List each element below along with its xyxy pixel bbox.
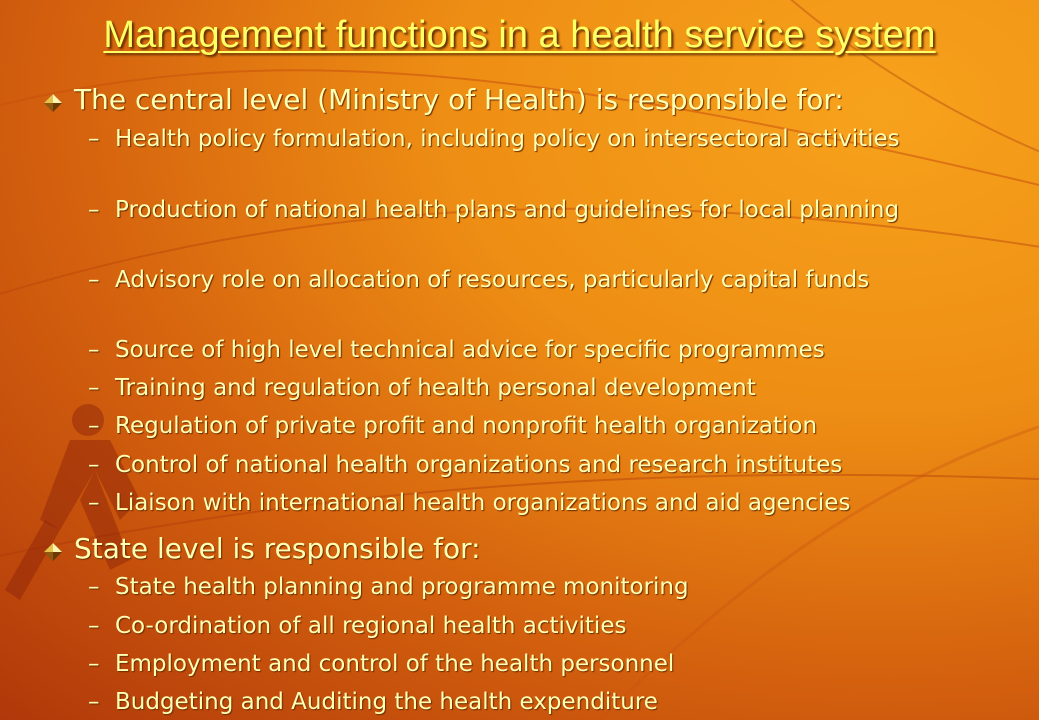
list-dash: – — [88, 267, 100, 293]
list-item-text: Advisory role on allocation of resources, particularly capital funds — [115, 267, 870, 293]
list-item — [88, 488, 965, 519]
list-item — [88, 611, 965, 642]
list-item-text: Liaison with international health organizations and aid agencies — [115, 490, 851, 516]
list-dash: – — [88, 574, 100, 600]
list-dash: – — [88, 413, 100, 439]
list-item — [88, 335, 965, 366]
list-item — [88, 373, 965, 404]
list-item — [88, 572, 965, 603]
list-item-text: Source of high level technical advice for specific programmes — [115, 337, 825, 363]
diamond-bullet-icon — [44, 543, 62, 561]
list-dash: – — [88, 197, 100, 223]
list-dash: – — [88, 689, 100, 715]
list-item-text: Regulation of private profit and nonprofit health organization — [115, 413, 818, 439]
list-item — [88, 411, 965, 442]
list-item-text: Health policy formulation, including policy on intersectoral activities — [115, 126, 900, 152]
list-dash: – — [88, 613, 100, 639]
list-dash: – — [88, 651, 100, 677]
list-item-text: Budgeting and Auditing the health expenditure — [115, 689, 658, 715]
section-heading-text: State level is responsible for: — [74, 532, 481, 565]
section-heading-text: The central level (Ministry of Health) is responsible for: — [74, 83, 844, 116]
list-item — [88, 124, 965, 155]
diamond-bullet-icon — [44, 94, 62, 112]
list-dash: – — [88, 490, 100, 516]
list-dash: – — [88, 126, 100, 152]
list-dash: – — [88, 452, 100, 478]
list-item — [88, 265, 965, 296]
list-dash: – — [88, 337, 100, 363]
slide-title: Management functions in a health service system — [103, 14, 936, 56]
section-state-heading — [44, 532, 481, 565]
list-item-text: Co-ordination of all regional health activities — [115, 613, 627, 639]
list-item-text: Employment and control of the health personnel — [115, 651, 675, 677]
section-central-heading — [44, 83, 844, 116]
list-item-text: State health planning and programme monitoring — [115, 574, 689, 600]
list-item — [88, 687, 965, 718]
list-item-text: Production of national health plans and guidelines for local planning — [115, 197, 900, 223]
list-item — [88, 450, 965, 481]
list-dash: – — [88, 375, 100, 401]
list-item-text: Training and regulation of health personal development — [115, 375, 756, 401]
list-item — [88, 195, 965, 226]
list-item-text: Control of national health organizations and research institutes — [115, 452, 843, 478]
list-item — [88, 649, 965, 680]
